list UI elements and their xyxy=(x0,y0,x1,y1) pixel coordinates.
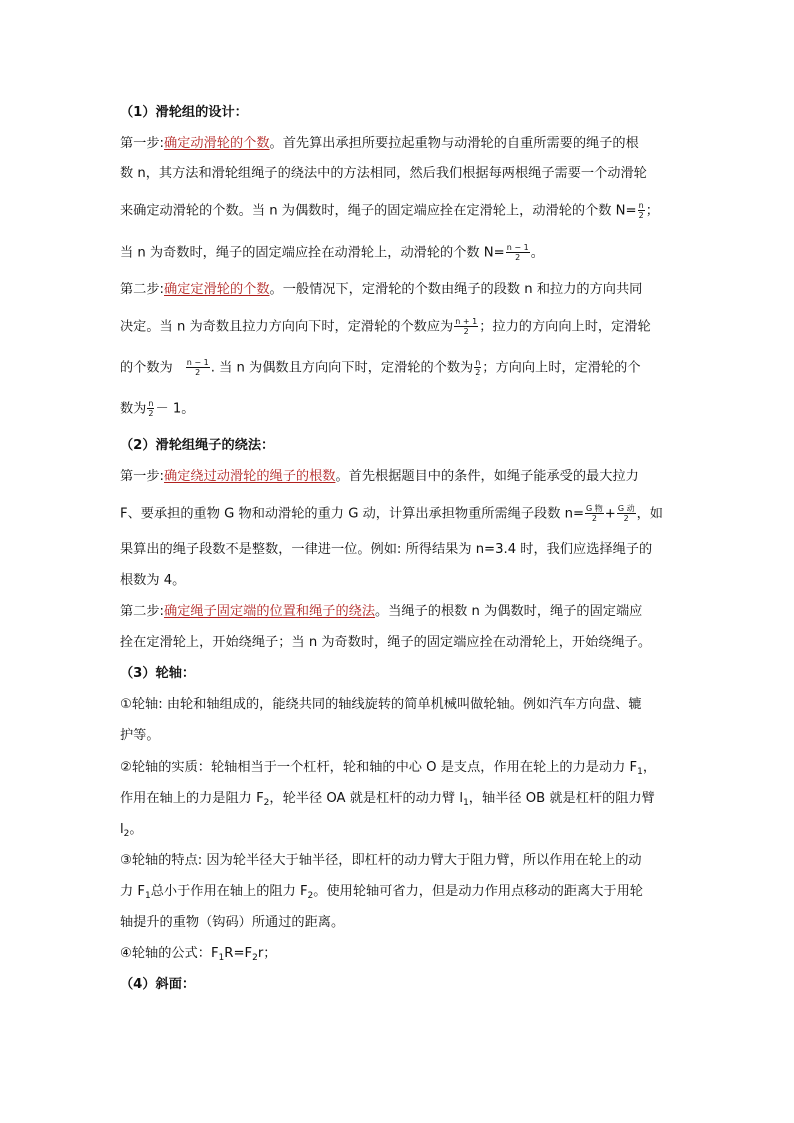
paragraph-line: 护等。 xyxy=(120,728,160,743)
paragraph-line: 轴提升的重物（钩码）所通过的距离。 xyxy=(120,915,345,930)
paragraph-line: 当 n 为奇数时，绳子的固定端应拴在动滑轮上，动滑轮的个数 N= $\frac{n - 1}{2}$ 。 xyxy=(120,243,544,262)
key-term: 确定绕过动滑轮的绳子的根数 xyxy=(164,469,336,484)
paragraph-line: 第二步:确定定滑轮的个数。一般情况下，定滑轮的个数由绳子的段数 n 和拉力的方向共同 xyxy=(120,282,643,297)
paragraph-line: 第一步:确定动滑轮的个数。首先算出承担所要拉起重物与动滑轮的自重所需要的绳子的根 xyxy=(120,136,639,151)
section-title-wheel-axle: （3）轮轴： xyxy=(120,666,196,681)
fraction: $\frac{n}{2}$ xyxy=(148,399,154,418)
fraction: $\frac{n - 1}{2}$ xyxy=(506,243,529,262)
section-title-rope-winding: （2）滑轮组绳子的绕法： xyxy=(120,438,275,453)
fraction: $\frac{\text{G 物}}{2}$ xyxy=(586,504,603,523)
key-term: 确定动滑轮的个数 xyxy=(164,136,270,151)
paragraph-line: 来确定动滑轮的个数。当 n 为偶数时，绳子的固定端应拴在定滑轮上，动滑轮的个数 N= $\frac{n}{2}$ ； xyxy=(120,201,659,220)
paragraph-line: 力 $F_1$总小于作用在轴上的阻力 $F_2$。使用轮轴可省力，但是动力作用点移动的距离大于用轮 xyxy=(120,884,643,901)
paragraph-line: 拴在定滑轮上，开始绕绳子；当 n 为奇数时，绳子的固定端应拴在动滑轮上，开始绕绳子。 xyxy=(120,635,652,650)
paragraph-line: 数 n，其方法和滑轮组绳子的绕法中的方法相同，然后我们根据每两根绳子需要一个动滑轮 xyxy=(120,166,647,181)
paragraph-line: 决定。当 n 为奇数且拉力方向向下时，定滑轮的个数应为 $\frac{n + 1}{2}$ ；拉力的方向向上时，定滑轮 xyxy=(120,317,651,336)
fraction: $\frac{n}{2}$ xyxy=(475,358,481,377)
paragraph-line: $l_2$。 xyxy=(120,822,143,839)
paragraph-line: 第一步:确定绕过动滑轮的绳子的根数。首先根据题目中的条件，如绳子能承受的最大拉力 xyxy=(120,469,639,484)
paragraph-line: 根数为 4。 xyxy=(120,573,186,588)
key-term: 确定绳子固定端的位置和绳子的绕法 xyxy=(164,604,376,619)
fraction: $\frac{n}{2}$ xyxy=(638,201,644,220)
paragraph-line: ②轮轴的实质：轮轴相当于一个杠杆，轮和轴的中心 O 是支点，作用在轮上的力是动力 $F_1$， xyxy=(120,760,657,777)
paragraph-line: F、要承担的重物 G 物和动滑轮的重力 G 动，计算出承担物重所需绳子段数 n= $\frac{\text{G 物}}{2}$ + $\frac{\text{G 动}}{2}$ ，如 xyxy=(120,504,663,523)
formula-line: ④轮轴的公式：$F_1R=F_2r$； xyxy=(120,946,277,963)
paragraph-line: 的个数为 $\frac{n - 1}{2}$ . 当 n 为偶数且方向向下时，定滑轮的个数为 $\frac{n}{2}$ ；方向向上时，定滑轮的个 xyxy=(120,358,641,377)
fraction: $\frac{n + 1}{2}$ xyxy=(455,317,478,336)
paragraph-line: 果算出的绳子段数不是整数，一律进一位。例如: 所得结果为 n=3.4 时，我们应选择绳子的 xyxy=(120,542,653,557)
section-title-pulley-design: （1）滑轮组的设计： xyxy=(120,105,248,120)
fraction: $\frac{n - 1}{2}$ xyxy=(186,358,209,377)
paragraph-line: 第二步:确定绳子固定端的位置和绳子的绕法。当绳子的根数 n 为偶数时，绳子的固定端应 xyxy=(120,604,643,619)
key-term: 确定定滑轮的个数 xyxy=(164,282,270,297)
paragraph-line: 数为 $\frac{n}{2}$ － 1。 xyxy=(120,399,195,418)
paragraph-line: ①轮轴: 由轮和轴组成的，能绕共同的轴线旋转的简单机械叫做轮轴。例如汽车方向盘、辘 xyxy=(120,697,642,712)
paragraph-line: ③轮轴的特点: 因为轮半径大于轴半径，即杠杆的动力臂大于阻力臂，所以作用在轮上的动 xyxy=(120,853,642,868)
section-title-incline: （4）斜面： xyxy=(120,977,196,992)
paragraph-line: 作用在轴上的力是阻力 $F_2$，轮半径 OA 就是杠杆的动力臂 $l_1$，轴半径 OB 就是杠杆的阻力臂 xyxy=(120,791,655,808)
fraction: $\frac{\text{G 动}}{2}$ xyxy=(617,504,635,523)
